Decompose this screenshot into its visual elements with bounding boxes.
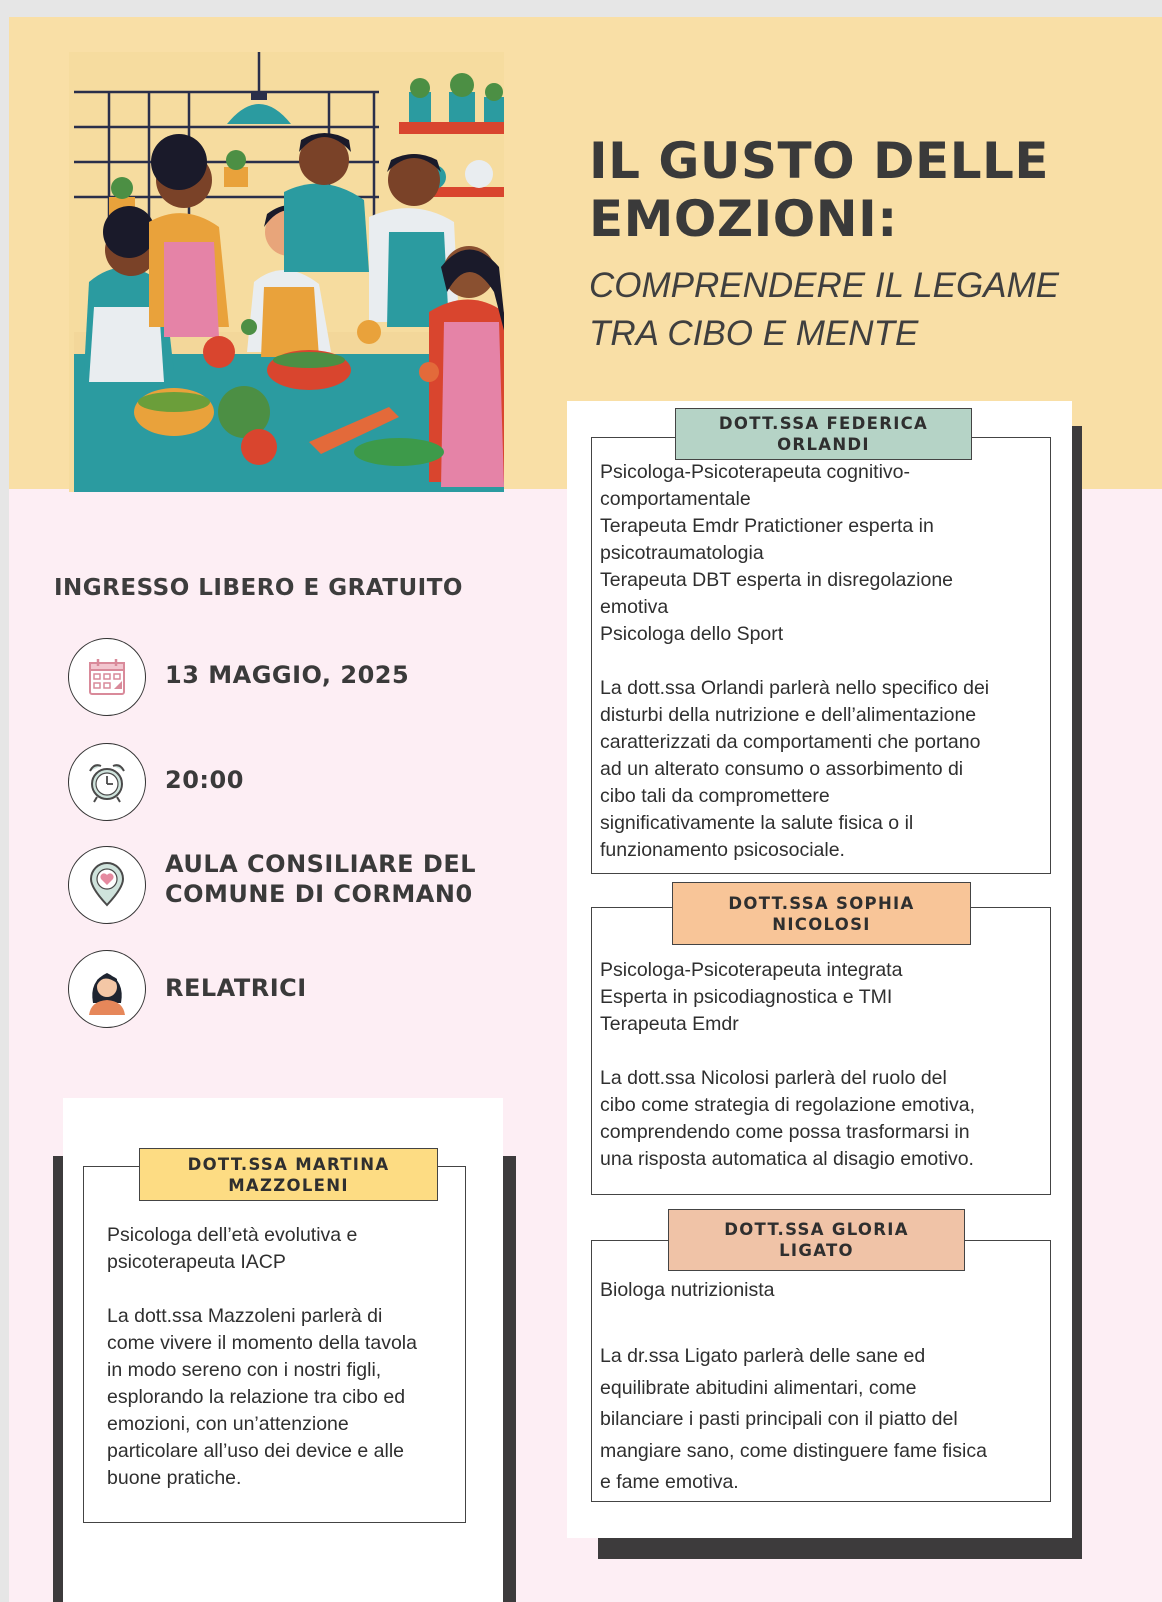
event-time: 20:00	[165, 766, 244, 794]
title-line-1: IL GUSTO DELLE	[589, 132, 1050, 190]
speaker-description-mazzoleni: La dott.ssa Mazzoleni parlerà di come vivere il momento della tavola in modo sereno con i nostri figli, esplorando la relazione tra cibo ed emozioni, con un’attenzione particolare all’uso dei device e alle buone pratiche.	[107, 1305, 417, 1489]
speaker-bio-orlandi: Psicologa-Psicoterapeuta cognitivo- comportamentale Terapeuta Emdr Pratictioner esperta in psicotraumatologia Terapeuta DBT esperta in disregolazione emotiva Psicologa dello Sport	[600, 461, 954, 645]
event-title	[589, 132, 1149, 248]
speaker-name-tag-nicolosi	[672, 882, 971, 945]
orlandi-name-line-2: ORLANDI	[777, 435, 870, 454]
nicolosi-name-line-2: NICOLOSI	[772, 914, 871, 934]
title-line-2: EMOZIONI:	[589, 190, 898, 248]
speaker-name-tag-ligato	[668, 1209, 965, 1271]
speaker-bio-mazzoleni: Psicologa dell’età evolutiva e psicoterapeuta IACP	[107, 1224, 358, 1273]
speaker-description-nicolosi: La dott.ssa Nicolosi parlerà del ruolo del cibo come strategia di regolazione emotiva, comprendendo come possa trasformarsi in una risposta automatica al disagio emotivo.	[600, 1067, 976, 1170]
speaker-name-tag-orlandi	[675, 408, 972, 460]
speakers-label: RELATRICI	[165, 974, 307, 1002]
mazzoleni-name-line-1: DOTT.SSA MARTINA	[187, 1154, 390, 1174]
subtitle-line-2: TRA CIBO E MENTE	[589, 314, 919, 353]
mazzoleni-name-line-2: MAZZOLENI	[228, 1175, 349, 1195]
nicolosi-name-line-1: DOTT.SSA SOPHIA	[728, 893, 915, 913]
speaker-bio-ligato: Biologa nutrizionista	[600, 1279, 775, 1301]
speaker-bio-nicolosi: Psicologa-Psicoterapeuta integrata Esperta in psicodiagnostica e TMI Terapeuta Emdr	[600, 959, 903, 1035]
subtitle-line-1: COMPRENDERE IL LEGAME	[589, 266, 1060, 305]
orlandi-name-line-1: DOTT.SSA FEDERICA	[718, 414, 929, 433]
event-date: 13 MAGGIO, 2025	[165, 661, 410, 689]
location-pin-heart-icon	[68, 846, 146, 924]
kitchen-illustration	[69, 52, 504, 492]
admission-text: INGRESSO LIBERO E GRATUITO	[54, 575, 463, 601]
ligato-name-line-1: DOTT.SSA GLORIA	[724, 1220, 909, 1239]
speaker-name-tag-mazzoleni	[139, 1148, 438, 1201]
venue-line-2: COMUNE DI CORMAN0	[165, 880, 473, 908]
calendar-icon	[68, 638, 146, 716]
woman-avatar-icon	[68, 950, 146, 1028]
alarm-clock-icon	[68, 743, 146, 821]
event-venue	[165, 849, 476, 909]
event-subtitle	[589, 262, 1149, 358]
speaker-description-orlandi: La dott.ssa Orlandi parlerà nello specifico dei disturbi della nutrizione e dell’alimentazione caratterizzati da comportamenti che portano ad un alterato consumo o assorbimento di cibo tali da compromettere significativamente la salute fisica o il funzionamento psicosociale.	[600, 677, 990, 861]
speaker-description-ligato: La dr.ssa Ligato parlerà delle sane ed equilibrate abitudini alimentari, come bilanciare i pasti principali con il piatto del mangiare sano, come distinguere fame fisica e fame emotiva.	[600, 1345, 987, 1493]
event-flyer	[9, 17, 1162, 1602]
venue-line-1: AULA CONSILIARE DEL	[165, 850, 476, 878]
ligato-name-line-2: LIGATO	[779, 1241, 854, 1260]
